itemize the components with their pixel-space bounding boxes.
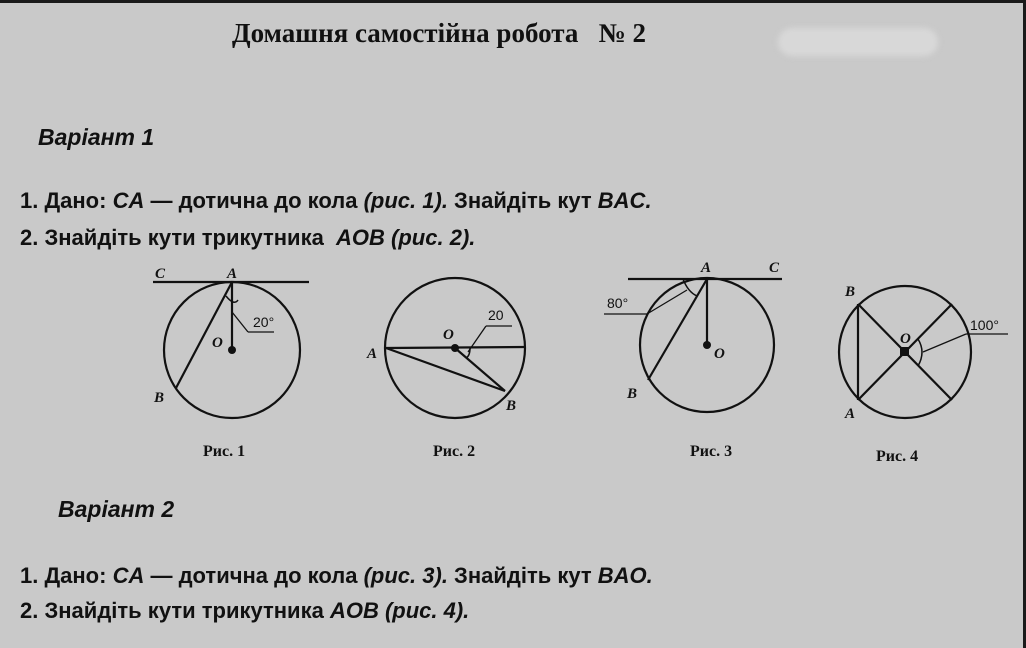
point-label-c: C: [769, 260, 780, 276]
task-text: CA: [112, 563, 145, 588]
angle-name: BAC.: [597, 188, 652, 213]
figure-caption: Рис. 4: [876, 448, 919, 465]
angle-value: 80°: [607, 295, 629, 311]
task-text: — дотична до кола: [144, 188, 364, 213]
angle-value: 20: [488, 307, 504, 323]
point-label-a: A: [367, 346, 378, 362]
task-number: 1.: [20, 188, 39, 213]
point-label-o: O: [714, 346, 725, 362]
task-number: 2.: [20, 225, 39, 250]
chord: [176, 282, 232, 388]
angle-arc: [918, 339, 922, 366]
figure-reference: AOB (рис. 4).: [329, 598, 470, 623]
point-label-b: B: [506, 398, 517, 414]
task-text: Знайдіть кути трикутника: [44, 225, 337, 250]
point-label-o: O: [443, 327, 454, 343]
task-text: Дано:: [44, 188, 113, 213]
chord: [386, 348, 505, 391]
variant2-task1: [20, 563, 653, 589]
center-point: [900, 347, 909, 356]
figure-reference: (рис. 3).: [363, 563, 448, 588]
point-label-c: C: [155, 266, 166, 282]
task-text: Знайдіть кут: [447, 188, 598, 213]
leader-line: [923, 334, 966, 352]
task-number: 2.: [20, 598, 39, 623]
point-label-a: A: [845, 406, 856, 422]
figure-caption: Рис. 2: [433, 443, 476, 460]
task-text: CA: [112, 188, 145, 213]
variant2-heading: Варіант 2: [58, 496, 175, 522]
point-label-o: O: [212, 335, 223, 351]
task-text: — дотична до кола: [144, 563, 364, 588]
figure-caption: Рис. 3: [690, 443, 733, 460]
angle-value: 100°: [970, 317, 999, 333]
point-label-b: B: [627, 386, 638, 402]
variant1-heading: Варіант 1: [38, 124, 155, 150]
task-text: Знайдіть кут: [447, 563, 598, 588]
point-label-a: A: [227, 266, 238, 282]
center-point: [228, 346, 236, 354]
center-point: [703, 341, 711, 349]
point-label-o: O: [900, 331, 911, 347]
leader-line: [232, 312, 248, 332]
leader-line: [647, 290, 687, 314]
center-point: [451, 344, 459, 352]
task-number: 1.: [20, 563, 39, 588]
variant2-task2: [20, 598, 469, 624]
figure-reference: (рис. 1).: [363, 188, 448, 213]
page-title: Домашня самостійна робота № 2: [232, 18, 646, 48]
point-label-b: B: [845, 284, 856, 300]
task-text: Знайдіть кути трикутника: [44, 598, 330, 623]
task-text: Дано:: [44, 563, 113, 588]
angle-name: BAO.: [597, 563, 653, 588]
figure-4: [839, 286, 1008, 418]
point-label-a: A: [701, 260, 712, 276]
radius: [455, 348, 505, 391]
figure-reference: AOB (рис. 2).: [336, 225, 476, 250]
point-label-b: B: [154, 390, 165, 406]
chord: [648, 279, 707, 380]
figure-caption: Рис. 1: [203, 443, 246, 460]
angle-value: 20°: [253, 314, 275, 330]
